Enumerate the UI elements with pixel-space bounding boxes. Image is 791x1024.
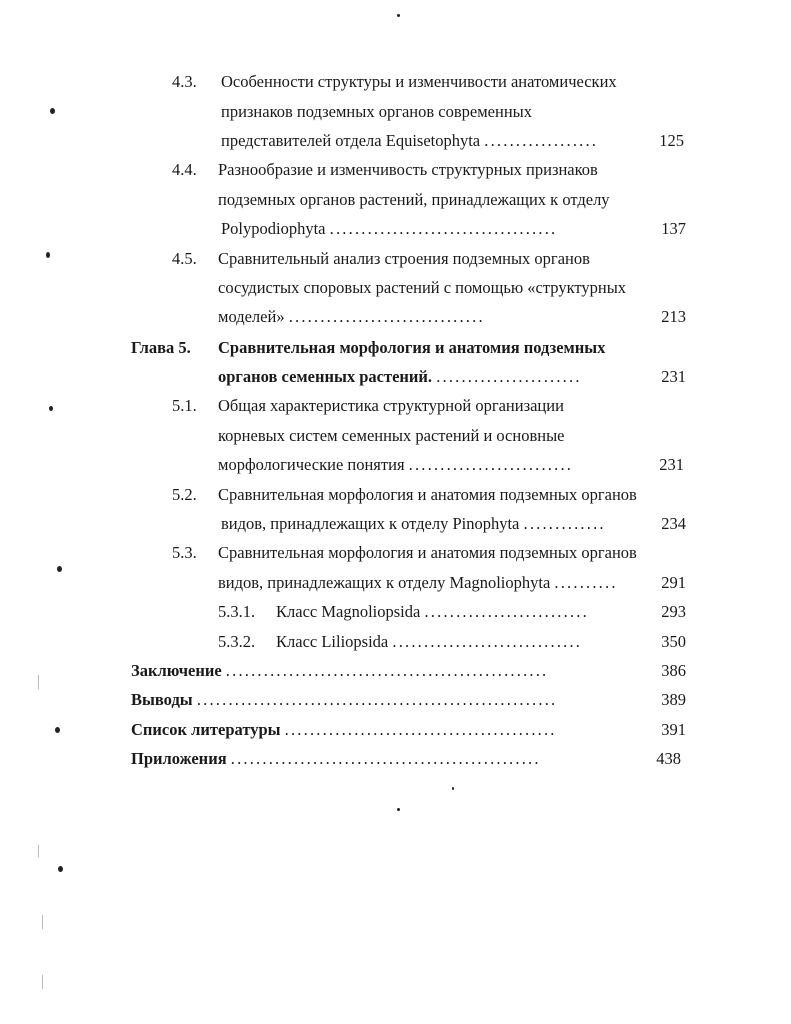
entry-title-line: представителей отдела Equisetophyta bbox=[221, 131, 481, 150]
entry-title-line: Polypodiophyta bbox=[221, 219, 326, 238]
page-number: 350 bbox=[661, 632, 686, 651]
entry-title-line: Класс Liliopsida bbox=[276, 632, 389, 651]
section-number: 4.4. bbox=[172, 160, 197, 179]
entry-title-line: признаков подземных органов современных bbox=[221, 102, 532, 121]
scan-edge-mark bbox=[38, 675, 39, 689]
entry-title: Список литературы bbox=[131, 720, 281, 739]
section-number: 4.5. bbox=[172, 249, 197, 268]
entry-title-line: сосудистых споровых растений с помощью «структурных bbox=[218, 278, 627, 297]
entry-title-line: Сравнительный анализ строения подземных органов bbox=[218, 249, 590, 268]
page-number: 386 bbox=[661, 661, 686, 680]
page-number: 293 bbox=[661, 602, 686, 621]
entry-title-line: Сравнительная морфология и анатомия подземных органов bbox=[218, 543, 637, 562]
dot-leader: .......... bbox=[554, 573, 618, 592]
entry-title: Приложения bbox=[131, 749, 227, 768]
page-number: 125 bbox=[659, 131, 684, 150]
entry-title: Заключение bbox=[131, 661, 222, 680]
entry-title-line: подземных органов растений, принадлежащих к отделу bbox=[218, 190, 610, 209]
entry-title-line: моделей» bbox=[218, 307, 285, 326]
scan-speck bbox=[49, 406, 53, 411]
dot-leader: ............. bbox=[523, 514, 606, 533]
scan-speck bbox=[50, 108, 55, 114]
dot-leader: ............................... bbox=[288, 307, 485, 326]
dot-leader: .......................... bbox=[424, 602, 589, 621]
section-number: 5.3. bbox=[172, 543, 197, 562]
entry-title-line: видов, принадлежащих к отделу Pinophyta bbox=[221, 514, 520, 533]
entry-title-line: видов, принадлежащих к отделу Magnoliophyta bbox=[218, 573, 551, 592]
entry-title-line: Разнообразие и изменчивость структурных признаков bbox=[218, 160, 598, 179]
scan-speck bbox=[58, 866, 63, 872]
section-number: 5.3.1. bbox=[218, 602, 256, 621]
page-number: 213 bbox=[661, 307, 686, 326]
scan-speck bbox=[57, 566, 62, 572]
entry-title-line: Особенности структуры и изменчивости анатомических bbox=[221, 72, 617, 91]
scan-edge-mark bbox=[42, 915, 43, 929]
page-number: 391 bbox=[661, 720, 686, 739]
dot-leader: ................................................. bbox=[230, 749, 541, 768]
scan-speck bbox=[452, 787, 454, 790]
section-number: 4.3. bbox=[172, 72, 197, 91]
entry-title-line: корневых систем семенных растений и основные bbox=[218, 426, 565, 445]
dot-leader: ........................................... bbox=[284, 720, 557, 739]
page-number: 231 bbox=[659, 455, 684, 474]
scan-speck bbox=[46, 252, 50, 258]
chapter-title-line: Сравнительная морфология и анатомия подземных bbox=[218, 338, 606, 357]
entry-title-line: Сравнительная морфология и анатомия подземных органов bbox=[218, 485, 637, 504]
chapter-title-line: органов семенных растений. bbox=[218, 367, 433, 386]
scan-speck bbox=[397, 14, 400, 17]
section-number: 5.2. bbox=[172, 485, 197, 504]
page-number: 137 bbox=[661, 219, 686, 238]
page-number: 291 bbox=[661, 573, 686, 592]
dot-leader: .................. bbox=[484, 131, 599, 150]
scan-edge-mark bbox=[42, 975, 43, 989]
scan-speck bbox=[55, 727, 60, 733]
entry-title-line: морфологические понятия bbox=[218, 455, 405, 474]
entry-title-line: Класс Magnoliopsida bbox=[276, 602, 421, 621]
page-number: 231 bbox=[661, 367, 686, 386]
page-number: 438 bbox=[656, 749, 681, 768]
dot-leader: .............................. bbox=[392, 632, 583, 651]
dot-leader: .......................... bbox=[408, 455, 574, 474]
scan-speck bbox=[397, 808, 400, 811]
page-number: 389 bbox=[661, 690, 686, 709]
dot-leader: ....................... bbox=[436, 367, 582, 386]
entry-title: Выводы bbox=[131, 690, 193, 709]
chapter-number: Глава 5. bbox=[131, 338, 191, 357]
dot-leader: ................................................... bbox=[225, 661, 549, 680]
scan-edge-mark bbox=[38, 845, 39, 857]
entry-title-line: Общая характеристика структурной организации bbox=[218, 396, 564, 415]
section-number: 5.3.2. bbox=[218, 632, 256, 651]
dot-leader: ......................................................... bbox=[196, 690, 558, 709]
dot-leader: .................................... bbox=[329, 219, 558, 238]
section-number: 5.1. bbox=[172, 396, 197, 415]
page-number: 234 bbox=[661, 514, 686, 533]
